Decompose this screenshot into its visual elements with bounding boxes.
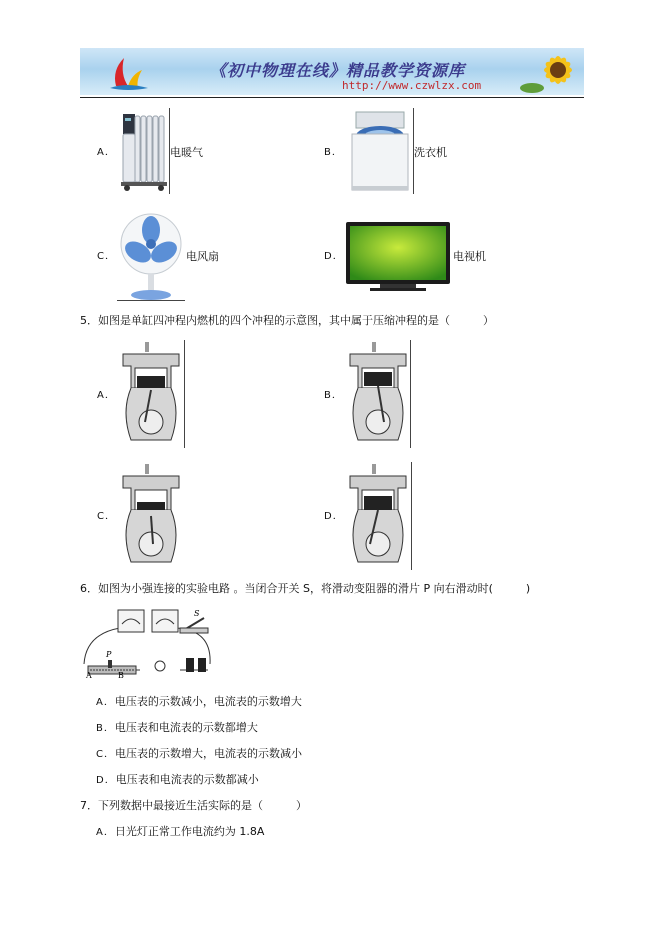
engine-stroke-diagram-a [117,340,185,448]
q5-option-c-image [117,462,185,570]
q6-stem: 6．如图为小强连接的实验电路 。当闭合开关 S，将滑动变阻器的滑片 P 向右滑动时( ) [80,582,531,595]
banner-url: http://www.czwlzx.com [342,79,482,92]
q4-option-d-image [346,222,450,294]
engine-stroke-diagram-d [344,462,412,570]
television-icon [346,222,450,294]
sunflower-icon [520,48,584,95]
q4-option-a-label: 电暖气 [170,146,203,159]
q4-option-d-letter: D． [324,251,344,262]
voltmeter-icon [118,610,144,632]
q5-option-b-image [344,340,412,448]
electric-fan-icon [117,210,185,302]
q7-stem: 7．下列数据中最接近生活实际的是（ ） [80,799,307,812]
q4-option-b-image [344,108,414,194]
q6-circuit-diagram [80,604,215,682]
q5-option-d-image [344,462,412,570]
q6-option-a: A．电压表的示数减小，电流表的示数增大 [96,695,302,708]
q4-option-c-letter: C． [97,251,116,262]
ammeter-icon [152,610,178,632]
q7-option-a: A．日光灯正常工作电流约为 1.8A [96,825,265,838]
engine-stroke-diagram-c [117,462,185,570]
q5-option-b-letter: B． [324,390,343,401]
q6-option-b: B．电压表和电流表的示数都增大 [96,721,258,734]
q4-option-c-image [117,210,185,302]
q4-option-a-image [117,108,170,194]
q5-option-d-letter: D． [324,511,344,522]
engine-stroke-diagram-b [344,340,412,448]
q4-option-c-label: 电风扇 [186,250,219,263]
q6-option-c: C．电压表的示数增大，电流表的示数减小 [96,747,302,760]
washing-machine-icon [344,108,413,194]
switch-icon [180,618,208,633]
circuit-label-s: S [194,609,200,618]
banner-title: 《初中物理在线》精品教学资源库 [210,61,466,80]
circuit-label-a: A [86,671,92,680]
q4-option-b-label: 洗衣机 [414,146,447,159]
q4-option-a-letter: A． [97,147,116,158]
q4-option-b-letter: B． [324,147,343,158]
q5-stem: 5．如图是单缸四冲程内燃机的四个冲程的示意图，其中属于压缩冲程的是（ ） [80,314,494,327]
q6-option-d: D．电压表和电流表的示数都减小 [96,773,259,786]
q5-option-a-image [117,340,185,448]
banner-rule [80,97,584,98]
q4-option-d-label: 电视机 [453,250,486,263]
circuit-label-b: B [118,671,124,680]
site-logo-icon [102,52,158,92]
q5-option-c-letter: C． [97,511,116,522]
q5-option-a-letter: A． [97,390,116,401]
circuit-label-p: P [106,650,112,659]
bulb-icon [155,661,165,671]
header-banner [80,48,584,95]
rheostat-icon [88,660,136,674]
oil-heater-icon [117,108,169,194]
